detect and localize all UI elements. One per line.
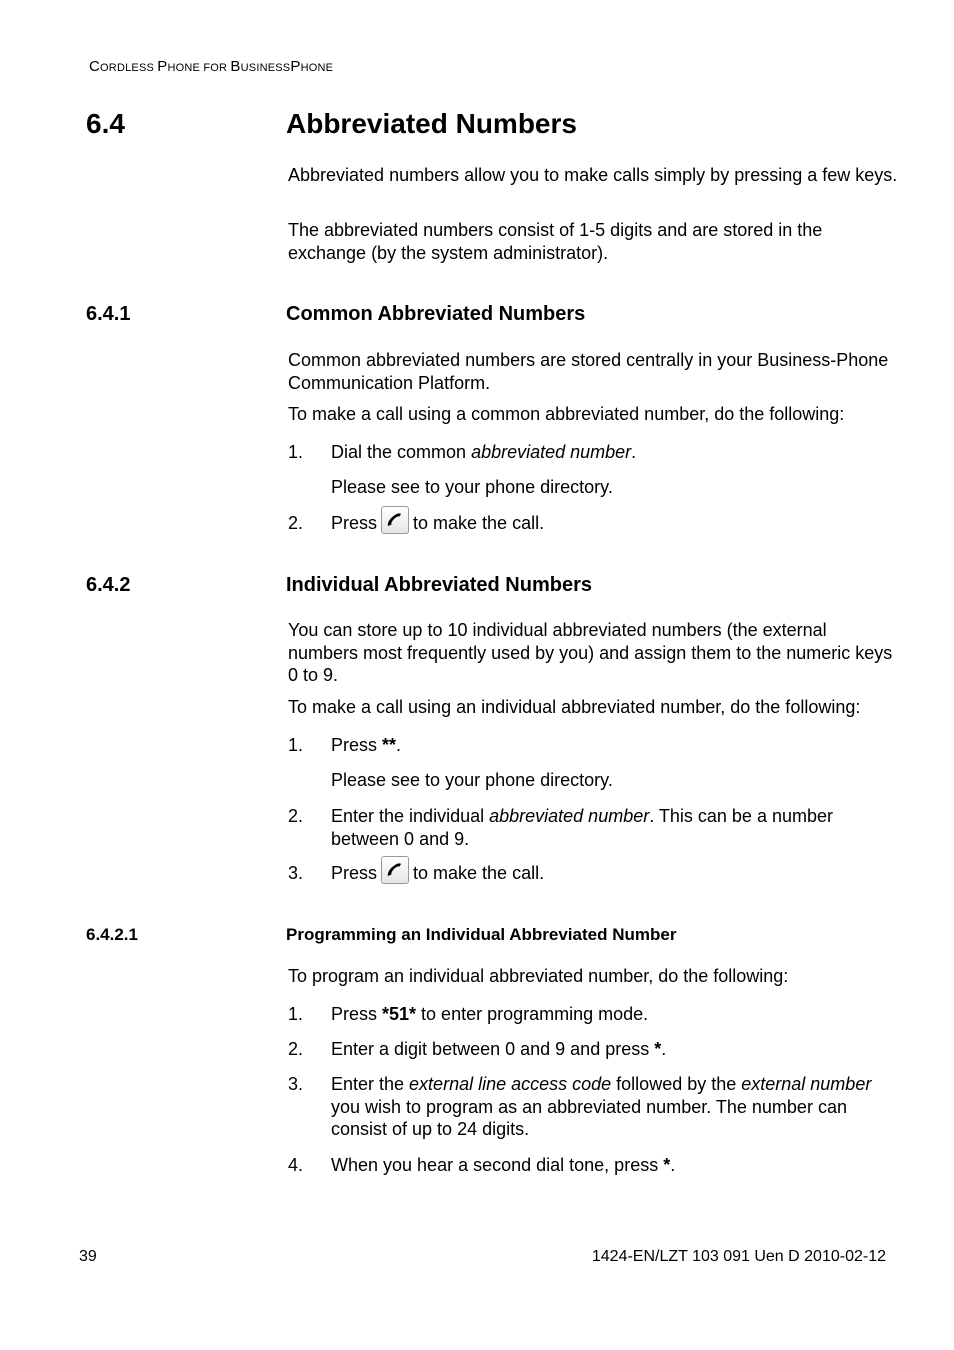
subsection-title-individual: Individual Abbreviated Numbers xyxy=(286,574,592,596)
intro-paragraph-2: The abbreviated numbers consist of 1-5 digits and are stored in the exchange (by the system administrator). xyxy=(288,220,823,263)
individual-step-1-number: 1. xyxy=(288,735,304,755)
individual-paragraph-1: You can store up to 10 individual abbreviated numbers (the external numbers most frequently used by you) and assign them to the numeric keys 0 to 9. xyxy=(288,620,893,685)
common-step-1-text: Dial the common abbreviated number. xyxy=(331,442,637,462)
individual-step-2-number: 2. xyxy=(288,806,304,826)
phone-handset-icon xyxy=(381,856,409,884)
individual-step-3-number: 3. xyxy=(288,863,304,883)
individual-paragraph-2: To make a call using an individual abbreviated number, do the following: xyxy=(288,697,861,717)
page-number: 39 xyxy=(79,1248,97,1265)
common-step-1-note: Please see to your phone directory. xyxy=(331,477,613,497)
common-step-1-number: 1. xyxy=(288,442,304,462)
programming-step-1-number: 1. xyxy=(288,1004,304,1024)
individual-step-1-text: Press **. xyxy=(331,735,402,755)
programming-step-1-text: Press *51* to enter programming mode. xyxy=(331,1004,649,1024)
individual-step-1-note: Please see to your phone directory. xyxy=(331,770,613,790)
programming-step-4-text: When you hear a second dial tone, press *. xyxy=(331,1155,676,1175)
subsection-number-common: 6.4.1 xyxy=(86,303,131,325)
subsection-title-common: Common Abbreviated Numbers xyxy=(286,303,586,325)
programming-step-4-number: 4. xyxy=(288,1155,304,1175)
common-paragraph-2: To make a call using a common abbreviated number, do the following: xyxy=(288,404,845,424)
individual-step-2-text: Enter the individual abbreviated number. This can be a number between 0 and 9. xyxy=(331,806,833,849)
section-number: 6.4 xyxy=(86,108,125,139)
common-paragraph-1: Common abbreviated numbers are stored centrally in your Business-Phone Communication Platform. xyxy=(288,350,889,393)
individual-step-3-text: Press to make the call. xyxy=(331,862,891,885)
phone-handset-icon xyxy=(381,506,409,534)
document-reference: 1424-EN/LZT 103 091 Uen D 2010-02-12 xyxy=(591,1248,886,1265)
section-title: Abbreviated Numbers xyxy=(286,108,577,139)
programming-step-3-number: 3. xyxy=(288,1074,304,1094)
common-step-2-number: 2. xyxy=(288,513,304,533)
running-header: CORDLESS PHONE FOR BUSINESSPHONE xyxy=(89,58,334,75)
programming-paragraph-1: To program an individual abbreviated number, do the following: xyxy=(288,966,789,986)
programming-step-3-text: Enter the external line access code followed by the external number you wish to program as an abbreviated number. The number can consist of up to 24 digits. xyxy=(331,1074,872,1139)
programming-step-2-text: Enter a digit between 0 and 9 and press *. xyxy=(331,1039,667,1059)
subsubsection-title-programming: Programming an Individual Abbreviated Number xyxy=(286,925,677,944)
subsubsection-number-programming: 6.4.2.1 xyxy=(86,925,138,944)
common-step-2-text: Press to make the call. xyxy=(331,512,891,535)
intro-paragraph-1: Abbreviated numbers allow you to make calls simply by pressing a few keys. xyxy=(288,165,898,185)
programming-step-2-number: 2. xyxy=(288,1039,304,1059)
subsection-number-individual: 6.4.2 xyxy=(86,574,131,596)
